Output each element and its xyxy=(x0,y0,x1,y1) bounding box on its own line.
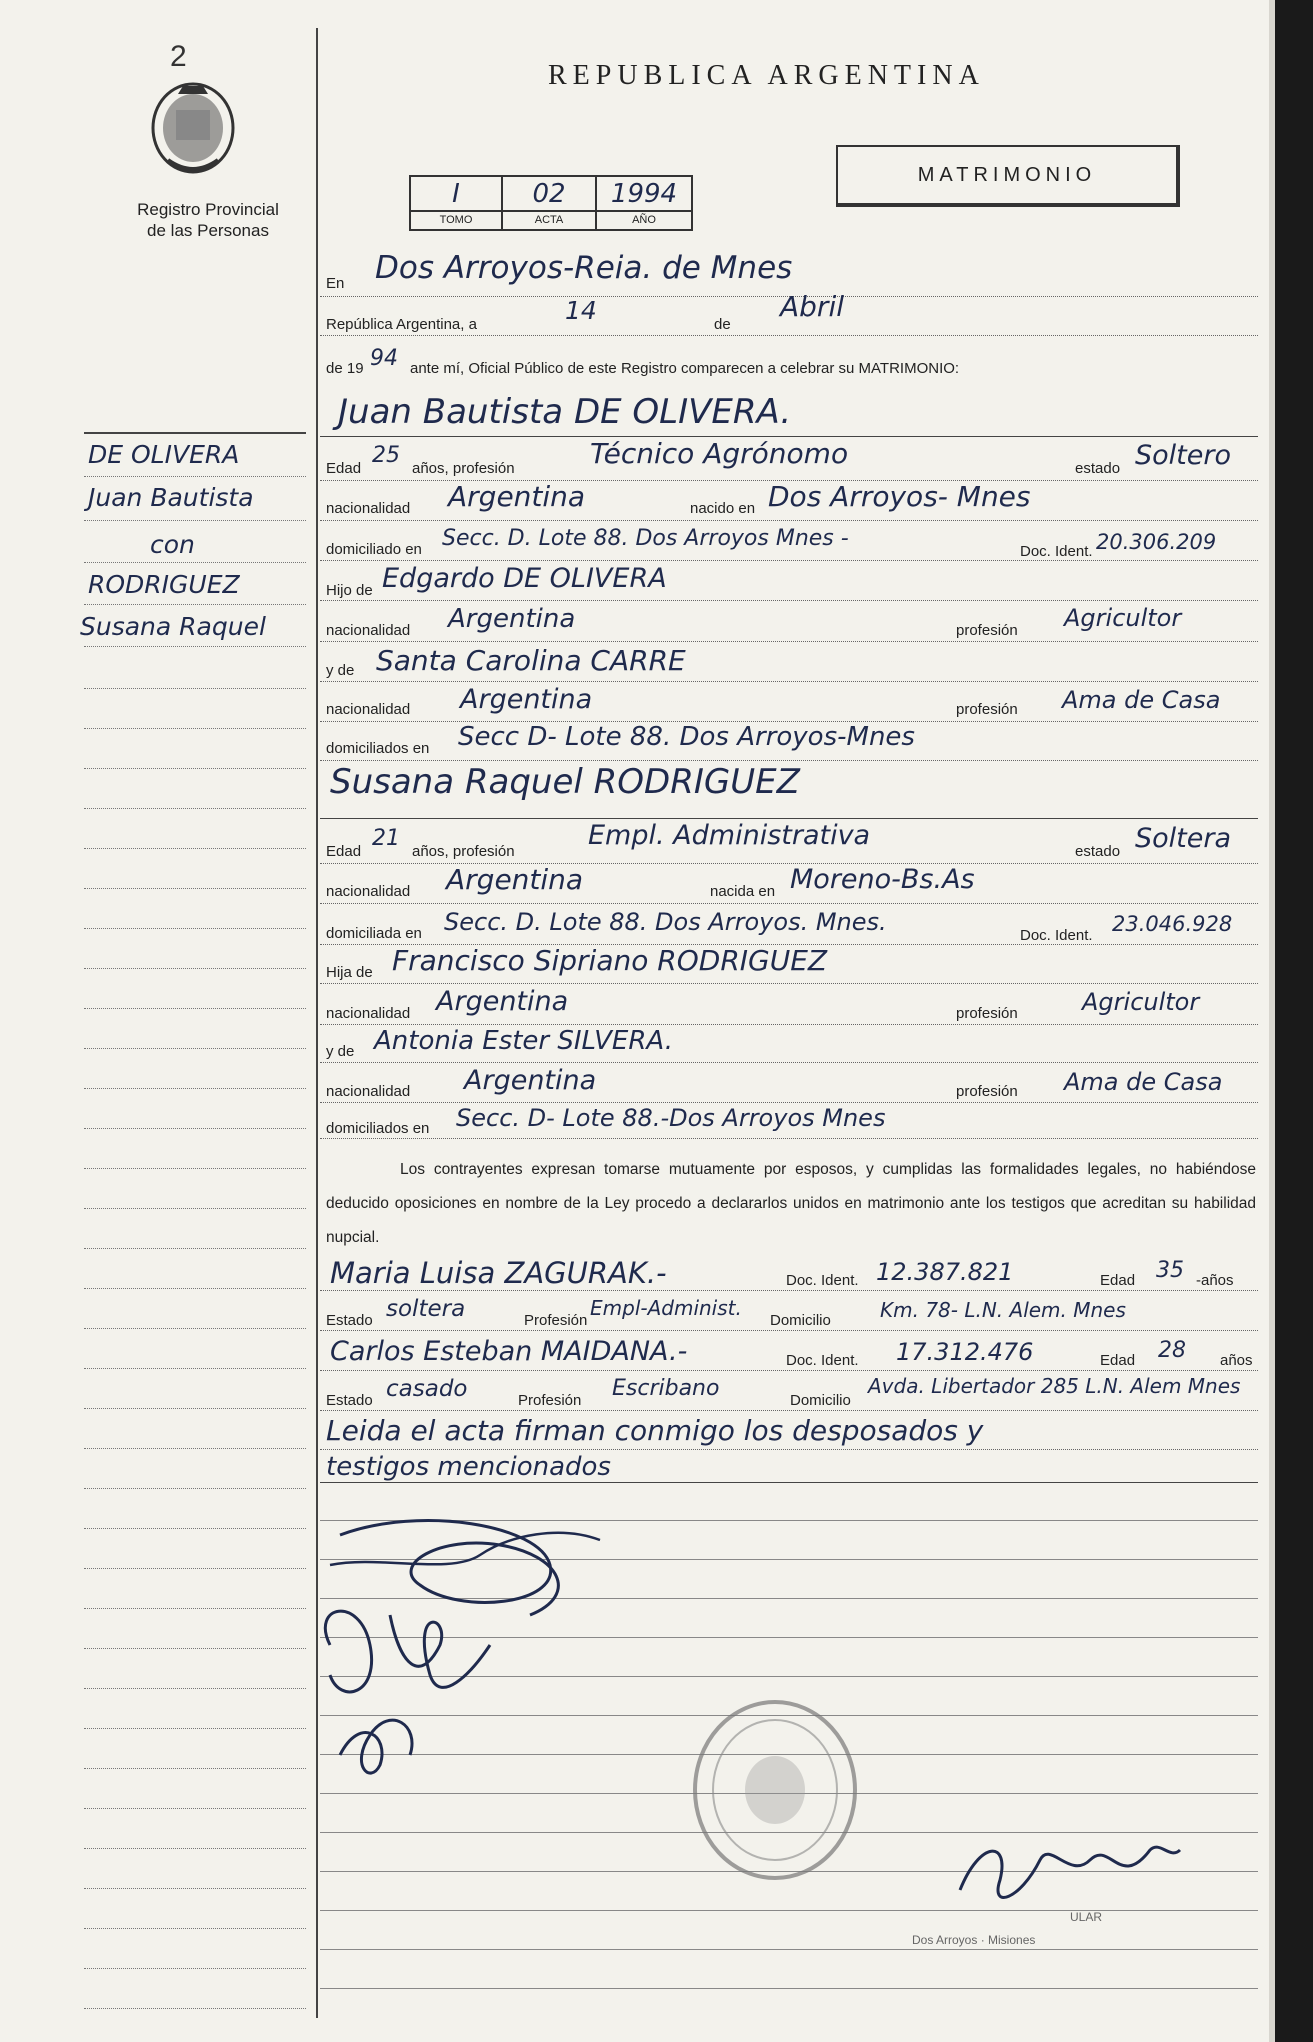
sidebar-rule xyxy=(84,1048,306,1049)
closing-paragraph: Los contrayentes expresan tomarse mutuamente por esposos, y cumplidas las formalidades legales, no habiéndose deducido oposiciones en nombre de la Ley procedo a declararlos unidos en matrimonio ante los testigos que acreditan su habilidad nupcial. xyxy=(326,1161,1256,1246)
dotted-line xyxy=(320,641,1258,642)
label-doc-ident: Doc. Ident. xyxy=(786,1352,859,1369)
sidebar-rule xyxy=(84,968,306,969)
stamp-text-2: Dos Arroyos · Misiones xyxy=(912,1933,1036,1947)
witness1-doc: 12.387.821 xyxy=(876,1258,1014,1286)
dotted-line xyxy=(320,1102,1258,1103)
acta-label: ACTA xyxy=(503,210,595,229)
year-suffix: 94 xyxy=(370,346,398,371)
groom-profession: Técnico Agrónomo xyxy=(590,437,849,470)
groom-parents-address: Secc D- Lote 88. Dos Arroyos-Mnes xyxy=(458,722,915,752)
republica-label: República Argentina, a xyxy=(326,316,477,333)
groom-mother: Santa Carolina CARRE xyxy=(376,644,686,677)
label-edad: Edad xyxy=(1100,1272,1136,1289)
groom-nationality: Argentina xyxy=(448,480,586,513)
dotted-line xyxy=(320,520,1258,521)
tomo-label: TOMO xyxy=(411,210,501,229)
label-domicilio: Domicilio xyxy=(790,1392,851,1409)
dotted-line xyxy=(320,903,1258,904)
sidebar-rule xyxy=(84,928,306,929)
groom-status: Soltero xyxy=(1135,440,1231,471)
dotted-line xyxy=(320,1370,1258,1371)
sidebar-rule xyxy=(84,1208,306,1209)
witness2-address: Avda. Libertador 285 L.N. Alem Mnes xyxy=(868,1374,1241,1398)
groom-father-profession: Agricultor xyxy=(1064,604,1182,632)
dotted-line xyxy=(320,1482,1258,1483)
label-domiciliada: domiciliada en xyxy=(326,925,422,942)
groom-father-nationality: Argentina xyxy=(448,604,576,634)
groom-mother-nationality: Argentina xyxy=(460,684,593,715)
anio-label: AÑO xyxy=(597,210,691,229)
label-profesion: Profesión xyxy=(524,1312,588,1329)
stamp-text-1: ULAR xyxy=(1070,1910,1103,1924)
label-domiciliados: domiciliados en xyxy=(326,1120,430,1137)
provincial-seal-icon xyxy=(148,80,238,180)
sidebar-rule xyxy=(84,1528,306,1529)
sidebar-rule xyxy=(84,728,306,729)
bride-name: Susana Raquel RODRIGUEZ xyxy=(330,762,800,802)
dotted-line xyxy=(320,983,1258,984)
label-hija-de: Hija de xyxy=(326,964,373,981)
bride-profession: Empl. Administrativa xyxy=(588,820,871,851)
label-nacionalidad: nacionalidad xyxy=(326,1005,411,1022)
groom-name: Juan Bautista DE OLIVERA. xyxy=(338,392,792,432)
bride-nationality: Argentina xyxy=(446,863,584,896)
sidebar-rule xyxy=(84,1088,306,1089)
sidebar-rule xyxy=(84,1408,306,1409)
dotted-line xyxy=(320,1290,1258,1291)
acta-cell xyxy=(503,177,597,229)
tomo-value: I xyxy=(452,179,460,209)
sidebar-rule xyxy=(84,1928,306,1929)
sidebar-rule xyxy=(84,1768,306,1769)
bride-father-nationality: Argentina xyxy=(436,986,569,1017)
label-doc-ident: Doc. Ident. xyxy=(786,1272,859,1289)
sidebar-rule xyxy=(84,1648,306,1649)
sidebar-rule xyxy=(84,1488,306,1489)
ruled-line xyxy=(320,1988,1258,1989)
label-nacida-en: nacida en xyxy=(710,883,776,900)
ruled-line xyxy=(320,1949,1258,1950)
dotted-line xyxy=(320,1330,1258,1331)
anio-cell xyxy=(597,177,691,229)
sidebar-rule xyxy=(84,848,306,849)
sidebar-rule xyxy=(84,1248,306,1249)
witness2-profession: Escribano xyxy=(612,1376,720,1401)
witness2-status: casado xyxy=(386,1376,468,1402)
witness1-address: Km. 78- L.N. Alem. Mnes xyxy=(880,1298,1126,1322)
label-profesion: profesión xyxy=(956,1005,1018,1022)
label-doc-ident: Doc. Ident. xyxy=(1020,543,1093,560)
tomo-cell xyxy=(411,177,503,229)
sidebar-rule xyxy=(84,2008,306,2009)
label-hijo-de: Hijo de xyxy=(326,582,373,599)
label-domiciliado: domiciliado en xyxy=(326,541,422,558)
label-doc-ident: Doc. Ident. xyxy=(1020,927,1093,944)
bride-parents-address: Secc. D- Lote 88.-Dos Arroyos Mnes xyxy=(456,1104,886,1132)
day-field: 14 xyxy=(565,296,597,325)
label-profesion: profesión xyxy=(956,701,1018,718)
sidebar-given-bride: Susana Raquel xyxy=(80,612,266,641)
sidebar-connector: con xyxy=(150,530,195,559)
bride-status: Soltera xyxy=(1135,823,1232,854)
sidebar-rule xyxy=(84,808,306,809)
sidebar-rule xyxy=(84,646,306,647)
sidebar-rule xyxy=(84,432,306,434)
dotted-line xyxy=(320,335,1258,336)
official-stamp-icon xyxy=(680,1690,880,1890)
sidebar-rule xyxy=(84,1568,306,1569)
label-profesion: profesión xyxy=(956,622,1018,639)
bride-doc: 23.046.928 xyxy=(1112,912,1233,936)
de-label: de xyxy=(714,316,731,333)
dotted-line xyxy=(320,560,1258,561)
witness2-doc: 17.312.476 xyxy=(896,1338,1034,1366)
dotted-line xyxy=(320,1138,1258,1139)
bride-mother: Antonia Ester SILVERA. xyxy=(374,1026,673,1056)
anio-value: 1994 xyxy=(610,179,678,209)
groom-address: Secc. D. Lote 88. Dos Arroyos Mnes - xyxy=(442,526,849,551)
registry-line-1: Registro Provincial xyxy=(137,200,279,219)
sidebar-rule xyxy=(84,1808,306,1809)
final-note-line2: testigos mencionados xyxy=(326,1452,611,1482)
groom-doc: 20.306.209 xyxy=(1096,530,1217,554)
label-nacionalidad: nacionalidad xyxy=(326,883,411,900)
label-estado: Estado xyxy=(326,1312,373,1329)
bride-father-profession: Agricultor xyxy=(1082,988,1200,1016)
label-nacido-en: nacido en xyxy=(690,500,756,517)
label-y-de: y de xyxy=(326,662,355,679)
sidebar-rule xyxy=(84,1128,306,1129)
label-domiciliados: domiciliados en xyxy=(326,740,430,757)
groom-birthplace: Dos Arroyos- Mnes xyxy=(768,480,1031,513)
dotted-line xyxy=(320,1062,1258,1063)
groom-father: Edgardo DE OLIVERA xyxy=(382,563,667,594)
section-separator xyxy=(320,818,1258,819)
witness2-age: 28 xyxy=(1158,1338,1186,1363)
sidebar-rule xyxy=(84,520,306,521)
dotted-line xyxy=(320,1410,1258,1411)
page-edge xyxy=(1275,0,1313,2042)
dotted-line xyxy=(320,681,1258,682)
bride-mother-nationality: Argentina xyxy=(464,1065,597,1096)
sidebar-surname-bride: RODRIGUEZ xyxy=(88,570,240,599)
sidebar-rule xyxy=(84,1848,306,1849)
record-box xyxy=(409,175,693,231)
sidebar-rule xyxy=(84,1608,306,1609)
label-edad: Edad xyxy=(326,460,362,477)
spouse-signatures xyxy=(300,1495,660,1795)
bride-mother-profession: Ama de Casa xyxy=(1064,1068,1223,1096)
label-nacionalidad: nacionalidad xyxy=(326,1083,411,1100)
label-estado: Estado xyxy=(326,1392,373,1409)
sidebar-rule xyxy=(84,688,306,689)
republic-heading: REPUBLICA ARGENTINA xyxy=(548,60,985,91)
label-edad: Edad xyxy=(1100,1352,1136,1369)
appearance-statement: ante mí, Oficial Público de este Registro comparecen a celebrar su MATRIMONIO: xyxy=(410,360,960,377)
bride-age: 21 xyxy=(372,826,400,851)
dotted-line xyxy=(320,760,1258,761)
sidebar-rule xyxy=(84,768,306,769)
label-anos-profesion: años, profesión xyxy=(412,843,515,860)
label-edad: Edad xyxy=(326,843,362,860)
acta-value: 02 xyxy=(532,179,566,209)
bride-father: Francisco Sipriano RODRIGUEZ xyxy=(392,944,828,977)
label-profesion: Profesión xyxy=(518,1392,582,1409)
en-label: En xyxy=(326,275,345,292)
sidebar-rule xyxy=(84,1328,306,1329)
witness1-profession: Empl-Administ. xyxy=(590,1296,742,1320)
sidebar-rule xyxy=(84,1968,306,1969)
label-anos: -años xyxy=(1196,1272,1234,1289)
sidebar-rule xyxy=(84,1288,306,1289)
label-anos-profesion: años, profesión xyxy=(412,460,515,477)
sidebar-rule xyxy=(84,604,306,605)
witness1-age: 35 xyxy=(1156,1258,1184,1283)
sidebar-rule xyxy=(84,888,306,889)
sidebar-rule xyxy=(84,1888,306,1889)
label-domicilio: Domicilio xyxy=(770,1312,831,1329)
sidebar-rule xyxy=(84,562,306,563)
label-profesion: profesión xyxy=(956,1083,1018,1100)
label-nacionalidad: nacionalidad xyxy=(326,622,411,639)
official-signature xyxy=(950,1820,1190,1920)
sidebar-rule xyxy=(84,476,306,477)
label-estado: estado xyxy=(1075,843,1121,860)
document-type-title: MATRIMONIO xyxy=(917,164,1097,186)
sidebar-rule xyxy=(84,1168,306,1169)
label-nacionalidad: nacionalidad xyxy=(326,701,411,718)
sidebar-rule xyxy=(84,1688,306,1689)
sidebar-given-groom: Juan Bautista xyxy=(88,483,254,512)
witness2-name: Carlos Esteban MAIDANA.- xyxy=(330,1336,688,1367)
page-number: 2 xyxy=(170,40,187,73)
final-note-line1: Leida el acta firman conmigo los desposados y xyxy=(326,1414,984,1447)
sidebar-rule xyxy=(84,1368,306,1369)
groom-mother-profession: Ama de Casa xyxy=(1062,686,1221,714)
witness1-status: soltera xyxy=(386,1296,466,1322)
month-field: Abril xyxy=(780,290,844,323)
sidebar-rule xyxy=(84,1008,306,1009)
bride-birthplace: Moreno-Bs.As xyxy=(790,864,975,895)
registry-line-2: de las Personas xyxy=(147,221,269,240)
witness1-name: Maria Luisa ZAGURAK.- xyxy=(330,1256,667,1290)
dotted-line xyxy=(320,1024,1258,1025)
bride-address: Secc. D. Lote 88. Dos Arroyos. Mnes. xyxy=(444,908,887,936)
label-nacionalidad: nacionalidad xyxy=(326,500,411,517)
sidebar-surname-groom: DE OLIVERA xyxy=(88,440,240,469)
document-type-box xyxy=(836,145,1180,207)
sidebar-rule xyxy=(84,1448,306,1449)
sidebar-rule xyxy=(84,1728,306,1729)
dotted-line xyxy=(320,600,1258,601)
year-prefix: de 19 xyxy=(326,360,364,377)
dotted-line xyxy=(320,1449,1258,1450)
label-anos: años xyxy=(1220,1352,1253,1369)
label-y-de: y de xyxy=(326,1043,355,1060)
label-estado: estado xyxy=(1075,460,1121,477)
place-field: Dos Arroyos-Reia. de Mnes xyxy=(375,250,793,286)
groom-age: 25 xyxy=(372,443,400,468)
